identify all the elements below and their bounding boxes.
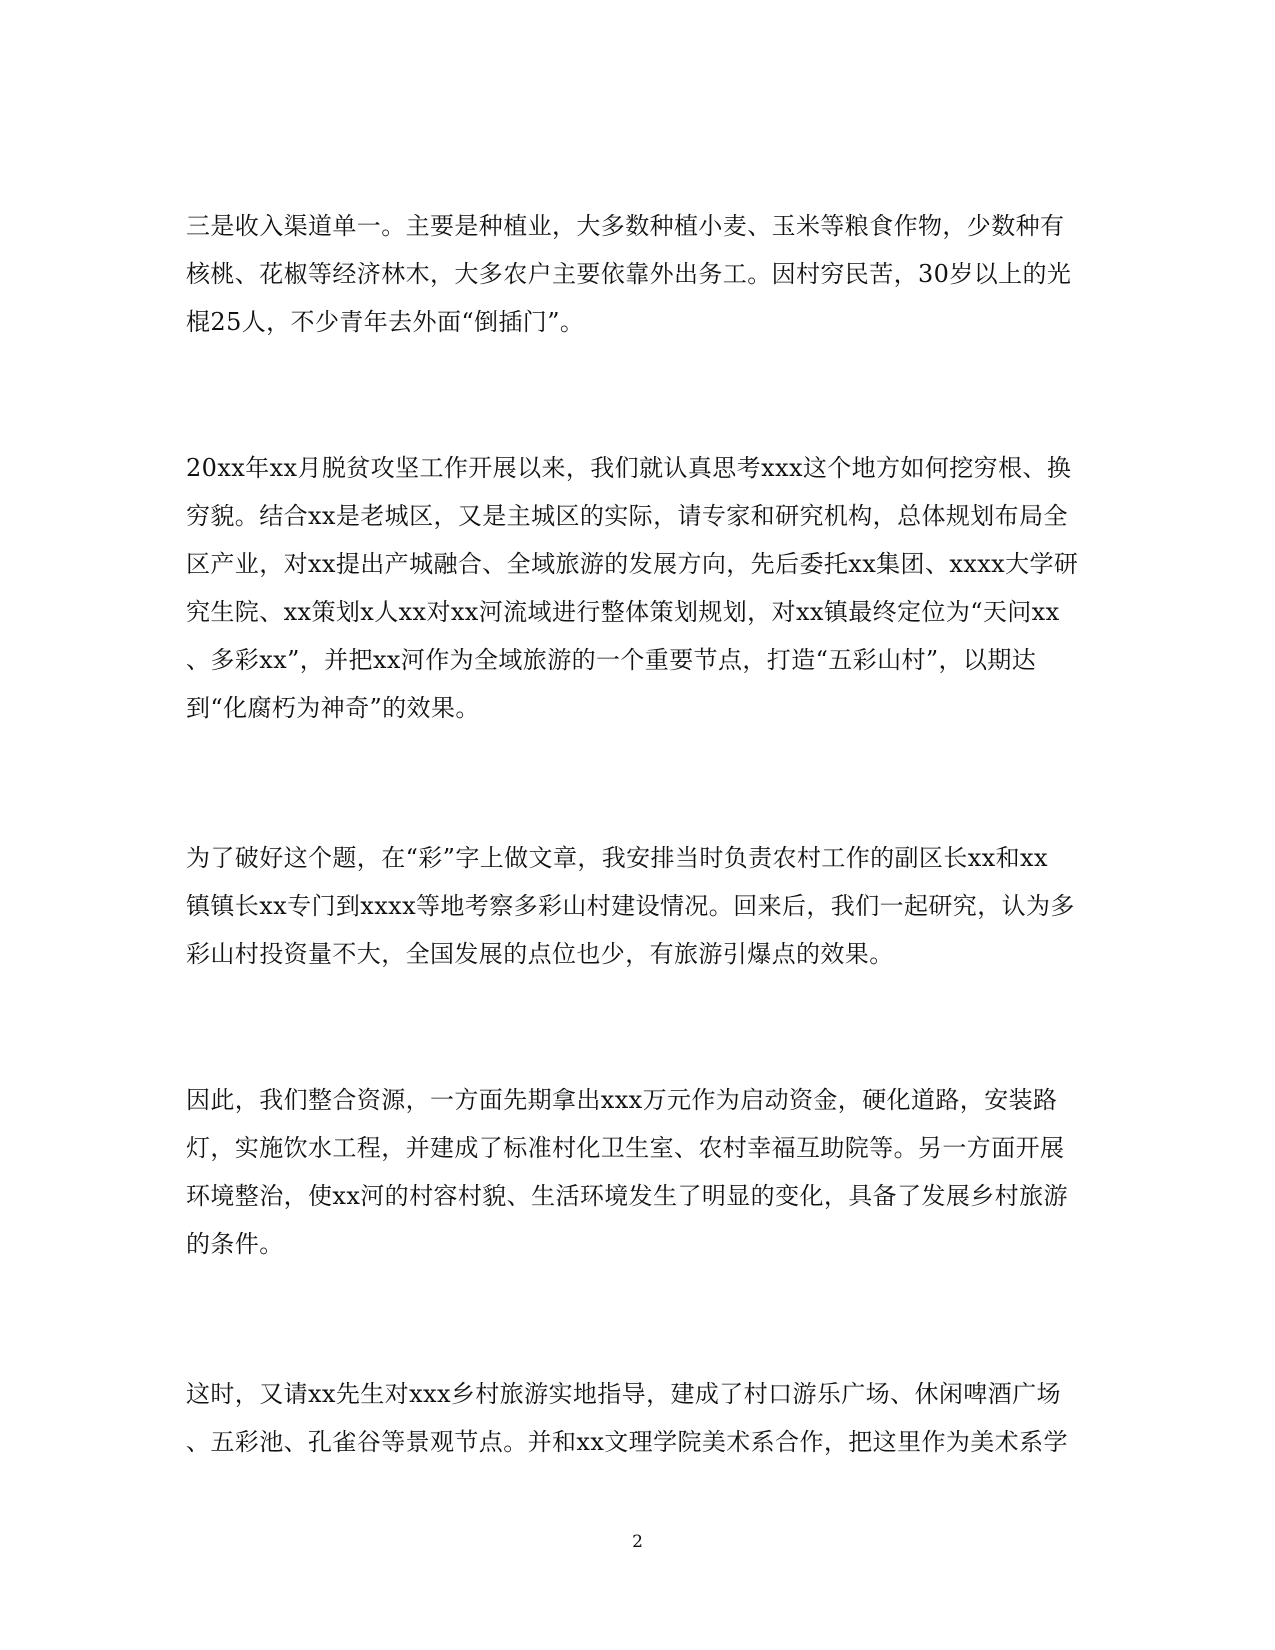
text-line: 棍25人，不少青年去外面“倒插门”。 [186,308,585,336]
text-line: 穷貌。结合xx是老城区，又是主城区的实际，请专家和研究机构，总体规划布局全 [186,502,1068,530]
text-line: 20xx年xx月脱贫攻坚工作开展以来，我们就认真思考xxx这个地方如何挖穷根、换 [186,454,1072,482]
text-line: 灯，实施饮水工程，并建成了标准村化卫生室、农村幸福互助院等。另一方面开展 [186,1134,1065,1162]
paragraph [186,444,1086,732]
text-line: 究生院、xx策划x人xx对xx河流域进行整体策划规划，对xx镇最终定位为“天问xx [186,598,1060,626]
text-line: 三是收入渠道单一。主要是种植业，大多数种植小麦、玉米等粮食作物，少数种有 [186,212,1065,240]
text-line: 镇镇长xx专门到xxxx等地考察多彩山村建设情况。回来后，我们一起研究，认为多 [186,892,1075,920]
text-line: 到“化腐朽为神奇”的效果。 [186,694,480,722]
text-line: 为了破好这个题，在“彩”字上做文章，我安排当时负责农村工作的副区长xx和xx [186,844,1048,872]
paragraph [186,202,1086,346]
text-line: 、多彩xx”，并把xx河作为全域旅游的一个重要节点，打造“五彩山村”，以期达 [186,646,1037,674]
text-line: 因此，我们整合资源，一方面先期拿出xxx万元作为启动资金，硬化道路，安装路 [186,1086,1058,1114]
paragraph [186,834,1086,978]
text-line: 这时，又请xx先生对xxx乡村旅游实地指导，建成了村口游乐广场、休闲啤酒广场 [186,1380,1061,1408]
text-line: 区产业，对xx提出产城融合、全域旅游的发展方向，先后委托xx集团、xxxx大学研 [186,550,1079,578]
text-line: 、五彩池、孔雀谷等景观节点。并和xx文理学院美术系合作，把这里作为美术系学 [186,1428,1068,1456]
text-line: 环境整治，使xx河的村容村貌、生活环境发生了明显的变化，具备了发展乡村旅游 [186,1182,1068,1210]
paragraph [186,1076,1086,1268]
text-line: 彩山村投资量不大，全国发展的点位也少，有旅游引爆点的效果。 [186,940,894,968]
paragraph [186,1370,1086,1466]
text-line: 核桃、花椒等经济林木，大多农户主要依靠外出务工。因村穷民苦，30岁以上的光 [186,260,1072,288]
text-line: 的条件。 [186,1230,284,1258]
page-number: 2 [632,1532,643,1552]
